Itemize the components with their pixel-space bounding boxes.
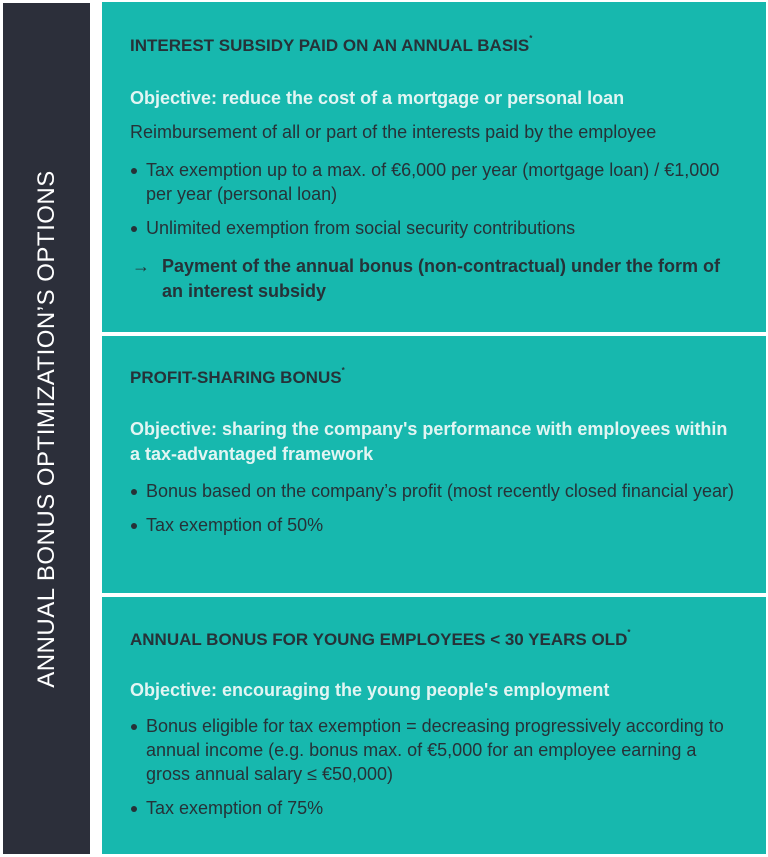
list-item: Tax exemption up to a max. of €6,000 per year (mortgage loan) / €1,000 per year (personal loan) [130,158,736,206]
bullet-dot-icon [131,724,137,730]
section-objective: Objective: encouraging the young people's employment [130,680,610,700]
section-interest-subsidy [102,2,766,332]
section-heading: ANNUAL BONUS FOR YOUNG EMPLOYEES < 30 YEARS OLD* [130,628,631,649]
list-item: Tax exemption of 50% [130,513,736,537]
section-heading: PROFIT-SHARING BONUS* [130,366,345,387]
section-profit-sharing [102,336,766,593]
bullet-dot-icon [131,806,137,812]
bullet-dot-icon [131,168,137,174]
sidebar-title: ANNUAL BONUS OPTIMIZATION’S OPTIONS [32,169,60,688]
footnote-marker: * [341,366,345,375]
list-item: Bonus eligible for tax exemption = decreasing progressively according to annual income (e.g. bonus max. of €5,000 for an employee earning a gross annual salary ≤ €50,000) [130,714,736,786]
section-heading: INTEREST SUBSIDY PAID ON AN ANNUAL BASIS* [130,34,533,55]
section-objective: Objective: sharing the company's performance with employees within a tax-advantaged framework [130,419,728,464]
list-item: Tax exemption of 75% [130,796,736,820]
bullet-dot-icon [131,226,137,232]
arrow-conclusion-text: Payment of the annual bonus (non-contractual) under the form of an interest subsidy [162,256,721,301]
bullet-dot-icon [131,523,137,529]
arrow-conclusion [132,254,726,304]
footnote-marker: * [529,34,533,43]
section-objective: Objective: reduce the cost of a mortgage or personal loan [130,88,625,108]
section-young-employees [102,597,766,854]
footnote-marker: * [627,628,631,637]
bullet-list [130,158,736,250]
bullet-list [130,479,736,547]
section-description: Reimbursement of all or part of the interests paid by the employee [130,122,657,142]
list-item: Bonus based on the company’s profit (most recently closed financial year) [130,479,736,503]
arrow-right-icon: → [132,256,150,276]
bullet-dot-icon [131,489,137,495]
sidebar [3,3,90,854]
list-item: Unlimited exemption from social security contributions [130,216,736,240]
bullet-list [130,714,736,830]
